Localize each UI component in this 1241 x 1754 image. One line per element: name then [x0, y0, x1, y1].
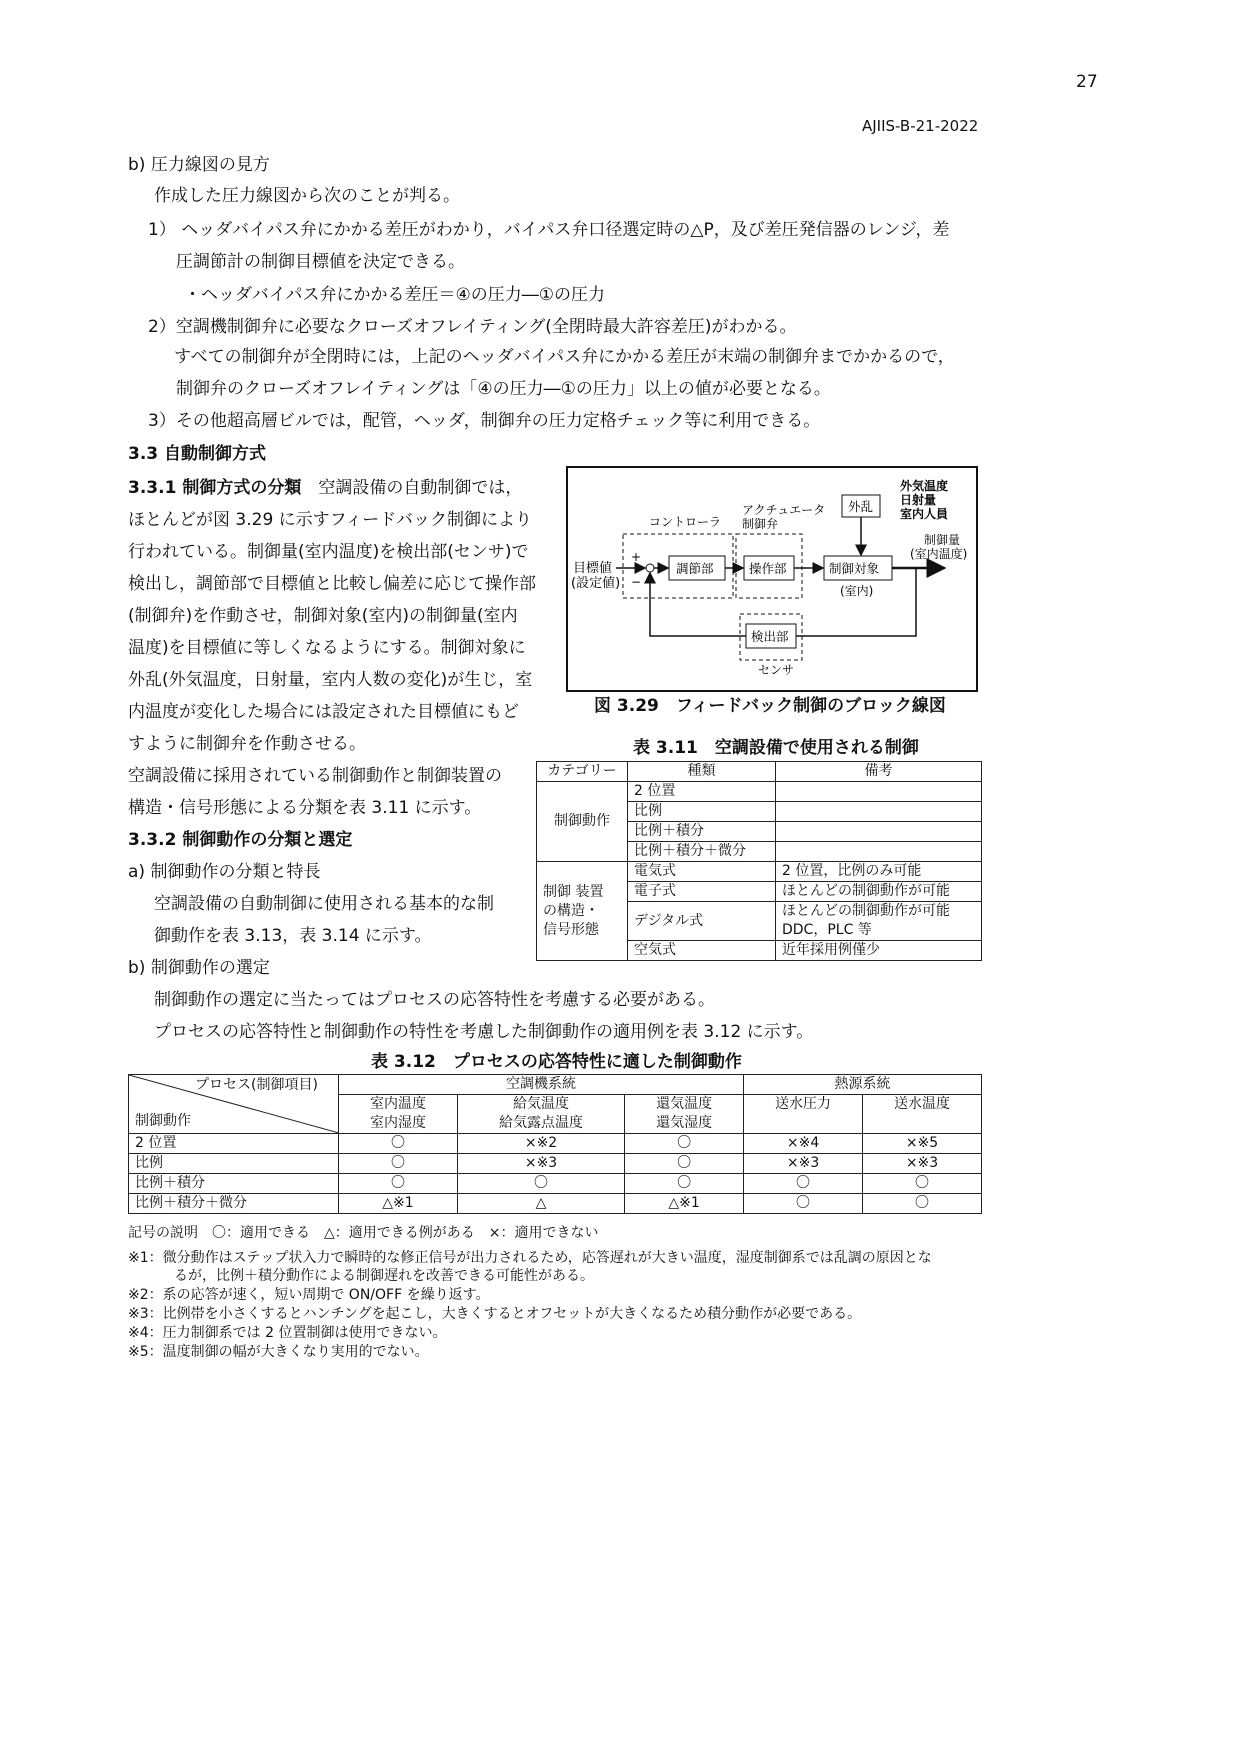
table-cell: 近年採用例僅少 [776, 941, 982, 961]
para2-line1: 空調設備に採用されている制御動作と制御装置の [128, 766, 502, 786]
table-cell: ×※3 [744, 1154, 863, 1174]
table-header: 種類 [628, 762, 776, 782]
table-row [537, 862, 982, 882]
sub-b-line2: プロセスの応答特性と制御動作の特性を考慮した制御動作の適用例を表 3.12 に示す。 [154, 1022, 814, 1042]
para1-line9: すように制御弁を作動させる。 [128, 734, 366, 754]
corner-top-label: プロセス(制御項目) [195, 1077, 318, 1093]
table-cell: △※1 [339, 1194, 458, 1214]
section-b-heading: b) 圧力線図の見方 [128, 155, 270, 175]
note-4: ※4：圧力制御系では 2 位置制御は使用できない。 [128, 1325, 447, 1341]
category-line: 制御 装置 [543, 883, 604, 900]
detector-label: 検出部 [751, 629, 789, 644]
table-3-11 [536, 761, 982, 961]
para1-line6: 温度)を目標値に等しくなるようにする。制御対象に [128, 638, 526, 658]
sub-a-line1: 空調設備の自動制御に使用される基本的な制 [154, 894, 494, 914]
output-sub-label: (室内温度) [910, 547, 968, 561]
section-3-3-1-title: 3.3.1 制御方式の分類 [128, 478, 302, 498]
item2-line1: 2）空調機制御弁に必要なクローズオフレイティング(全閉時最大許容差圧)がわかる。 [148, 317, 797, 337]
table-row [129, 1194, 982, 1214]
para1-line4: 検出し，調節部で目標値と比較し偏差に応じて操作部 [128, 574, 536, 594]
disturbance-list-3: 室内人員 [900, 507, 949, 521]
item1-line1: 1） ヘッダバイパス弁にかかる差圧がわかり，バイパス弁口径選定時の△P，及び差圧発信器のレンジ，差 [148, 220, 950, 240]
table-3-12 [128, 1074, 982, 1214]
row-label: 比例＋積分＋微分 [129, 1194, 339, 1214]
sub-b-heading: b) 制御動作の選定 [128, 958, 270, 978]
para1-line7: 外乱(外気温度，日射量，室内人数の変化)が生じ，室 [128, 670, 533, 690]
table-3-12-caption: 表 3.12 プロセスの応答特性に適した制御動作 [371, 1052, 742, 1072]
table-cell: ×※2 [457, 1134, 624, 1154]
table-cell: ×※3 [863, 1154, 982, 1174]
document-id: AJIIS-B-21-2022 [862, 117, 979, 135]
section-3-3-2-heading: 3.3.2 制御動作の分類と選定 [128, 830, 353, 850]
table-row [537, 782, 982, 802]
table-cell: 〇 [625, 1174, 744, 1194]
table-cell: ほとんどの制御動作が可能 [776, 882, 982, 902]
note-line: DDC，PLC 等 [782, 922, 872, 938]
table-cell: 電子式 [628, 882, 776, 902]
table-row [129, 1134, 982, 1154]
sub-a-heading: a) 制御動作の分類と特長 [128, 862, 321, 882]
row-label: 2 位置 [129, 1134, 339, 1154]
table-cell [776, 782, 982, 802]
column-header: 室内温度 室内湿度 [339, 1095, 458, 1134]
control-object-label: 制御対象 [829, 561, 880, 576]
table-cell: △※1 [625, 1194, 744, 1214]
note-1-line1: ※1：微分動作はステップ状入力で瞬時的な修正信号が出力されるため，応答遅れが大きい温度，湿度制御系では乱調の原因とな [128, 1250, 932, 1266]
sub-a-line2: 御動作を表 3.13，表 3.14 に示す。 [154, 926, 432, 946]
table-row [129, 1154, 982, 1174]
note-line: ほとんどの制御動作が可能 [782, 903, 950, 919]
table-cell: ×※5 [863, 1134, 982, 1154]
table-cell: 〇 [625, 1154, 744, 1174]
table-cell [776, 842, 982, 862]
category-line: の構造・ [543, 902, 599, 919]
table-cell: △ [457, 1194, 624, 1214]
actuator-label: アクチュエータ [742, 503, 826, 517]
output-label: 制御量 [924, 533, 961, 547]
operate-label: 操作部 [749, 561, 787, 576]
table-row [129, 1075, 982, 1095]
minus-sign: − [631, 575, 642, 589]
page-number: 27 [1076, 72, 1098, 92]
table-cell: 〇 [339, 1154, 458, 1174]
table-cell: 〇 [457, 1174, 624, 1194]
group-header: 空調機系統 [339, 1075, 744, 1095]
item3-line1: 3）その他超高層ビルでは，配管，ヘッダ，制御弁の圧力定格チェック等に利用できる。 [148, 411, 821, 431]
table-header: カテゴリー [537, 762, 628, 782]
summing-junction [646, 564, 654, 572]
para2-line2: 構造・信号形態による分類を表 3.11 に示す。 [128, 798, 482, 818]
setpoint-sub-label: (設定値) [571, 576, 621, 591]
valve-label: 制御弁 [742, 517, 779, 531]
table-cell: 〇 [339, 1174, 458, 1194]
table-cell: 〇 [625, 1134, 744, 1154]
symbol-legend: 記号の説明 〇：適用できる △：適用できる例がある ×：適用できない [128, 1225, 599, 1241]
adjust-label: 調節部 [676, 561, 714, 576]
table-3-11-caption: 表 3.11 空調設備で使用される制御 [633, 738, 919, 758]
para1-line2: ほとんどが図 3.29 に示すフィードバック制御により [128, 510, 532, 530]
category-line: 信号形態 [543, 921, 599, 938]
column-header: 送水圧力 [744, 1095, 863, 1134]
table-cell: 電気式 [628, 862, 776, 882]
category-cell: 制御動作 [537, 782, 628, 862]
column-header: 還気温度 還気湿度 [625, 1095, 744, 1134]
disturbance-list-2: 日射量 [900, 493, 937, 507]
note-2: ※2：系の応答が速く，短い周期で ON/OFF を繰り返す。 [128, 1287, 490, 1303]
table-row [537, 762, 982, 782]
table-cell: デジタル式 [628, 902, 776, 941]
note-3: ※3：比例帯を小さくするとハンチングを起こし，大きくするとオフセットが大きくなるため積分動作が必要である。 [128, 1306, 862, 1322]
note-1-line2: るが，比例＋積分動作による制御遅れを改善できる可能性がある。 [174, 1268, 594, 1284]
table-cell: 比例＋積分 [628, 822, 776, 842]
row-label: 比例 [129, 1154, 339, 1174]
disturbance-list-1: 外気温度 [900, 479, 949, 493]
corner-bottom-label: 制御動作 [135, 1113, 191, 1129]
table-cell [776, 902, 982, 941]
section-3-3-heading: 3.3 自動制御方式 [128, 444, 267, 464]
para1-line8: 内温度が変化した場合には設定された目標値にもど [128, 702, 519, 722]
table-header: 備考 [776, 762, 982, 782]
table-cell: ×※3 [457, 1154, 624, 1174]
table-cell: 〇 [744, 1174, 863, 1194]
column-header: 送水温度 [863, 1095, 982, 1134]
figure-caption: 図 3.29 フィードバック制御のブロック線図 [594, 696, 946, 716]
table-row [129, 1174, 982, 1194]
item2-line2: すべての制御弁が全閉時には，上記のヘッダバイパス弁にかかる差圧が末端の制御弁までかかるので， [174, 347, 955, 367]
table-cell: 比例＋積分＋微分 [628, 842, 776, 862]
table-cell [776, 802, 982, 822]
table-cell [776, 822, 982, 842]
table-cell: 比例 [628, 802, 776, 822]
sub-b-line1: 制御動作の選定に当たってはプロセスの応答特性を考慮する必要がある。 [154, 990, 715, 1010]
para1-text: 空調設備の自動制御では， [318, 478, 523, 498]
table-cell: 〇 [339, 1134, 458, 1154]
para1-line1 [128, 478, 522, 498]
category-cell [537, 862, 628, 961]
feedback-block-diagram [566, 466, 978, 692]
disturbance-label: 外乱 [848, 499, 874, 514]
corner-cell [129, 1075, 339, 1134]
table-cell: 2 位置，比例のみ可能 [776, 862, 982, 882]
section-b-intro: 作成した圧力線図から次のことが判る。 [154, 186, 460, 206]
item1-line2: 圧調節計の制御目標値を決定できる。 [176, 252, 465, 272]
room-label: (室内) [840, 584, 874, 598]
para1-line5: (制御弁)を作動させ，制御対象(室内)の制御量(室内 [128, 606, 518, 626]
group-header: 熱源系統 [744, 1075, 982, 1095]
table-cell: 2 位置 [628, 782, 776, 802]
table-cell: 空気式 [628, 941, 776, 961]
para1-line3: 行われている。制御量(室内温度)を検出部(センサ)で [128, 542, 529, 562]
table-cell: 〇 [863, 1194, 982, 1214]
table-cell: ×※4 [744, 1134, 863, 1154]
table-cell: 〇 [744, 1194, 863, 1214]
item1-line3: ・ヘッダバイパス弁にかかる差圧＝④の圧力―①の圧力 [184, 285, 605, 305]
item2-line3: 制御弁のクローズオフレイティングは「④の圧力―①の圧力」以上の値が必要となる。 [176, 379, 831, 399]
table-cell: 〇 [863, 1174, 982, 1194]
setpoint-label: 目標値 [573, 561, 613, 576]
note-5: ※5：温度制御の幅が大きくなり実用的でない。 [128, 1344, 429, 1360]
row-label: 比例＋積分 [129, 1174, 339, 1194]
plus-sign: + [631, 550, 642, 564]
controller-label: コントローラ [649, 515, 722, 529]
column-header: 給気温度 給気露点温度 [457, 1095, 624, 1134]
sensor-label: センサ [758, 663, 795, 677]
